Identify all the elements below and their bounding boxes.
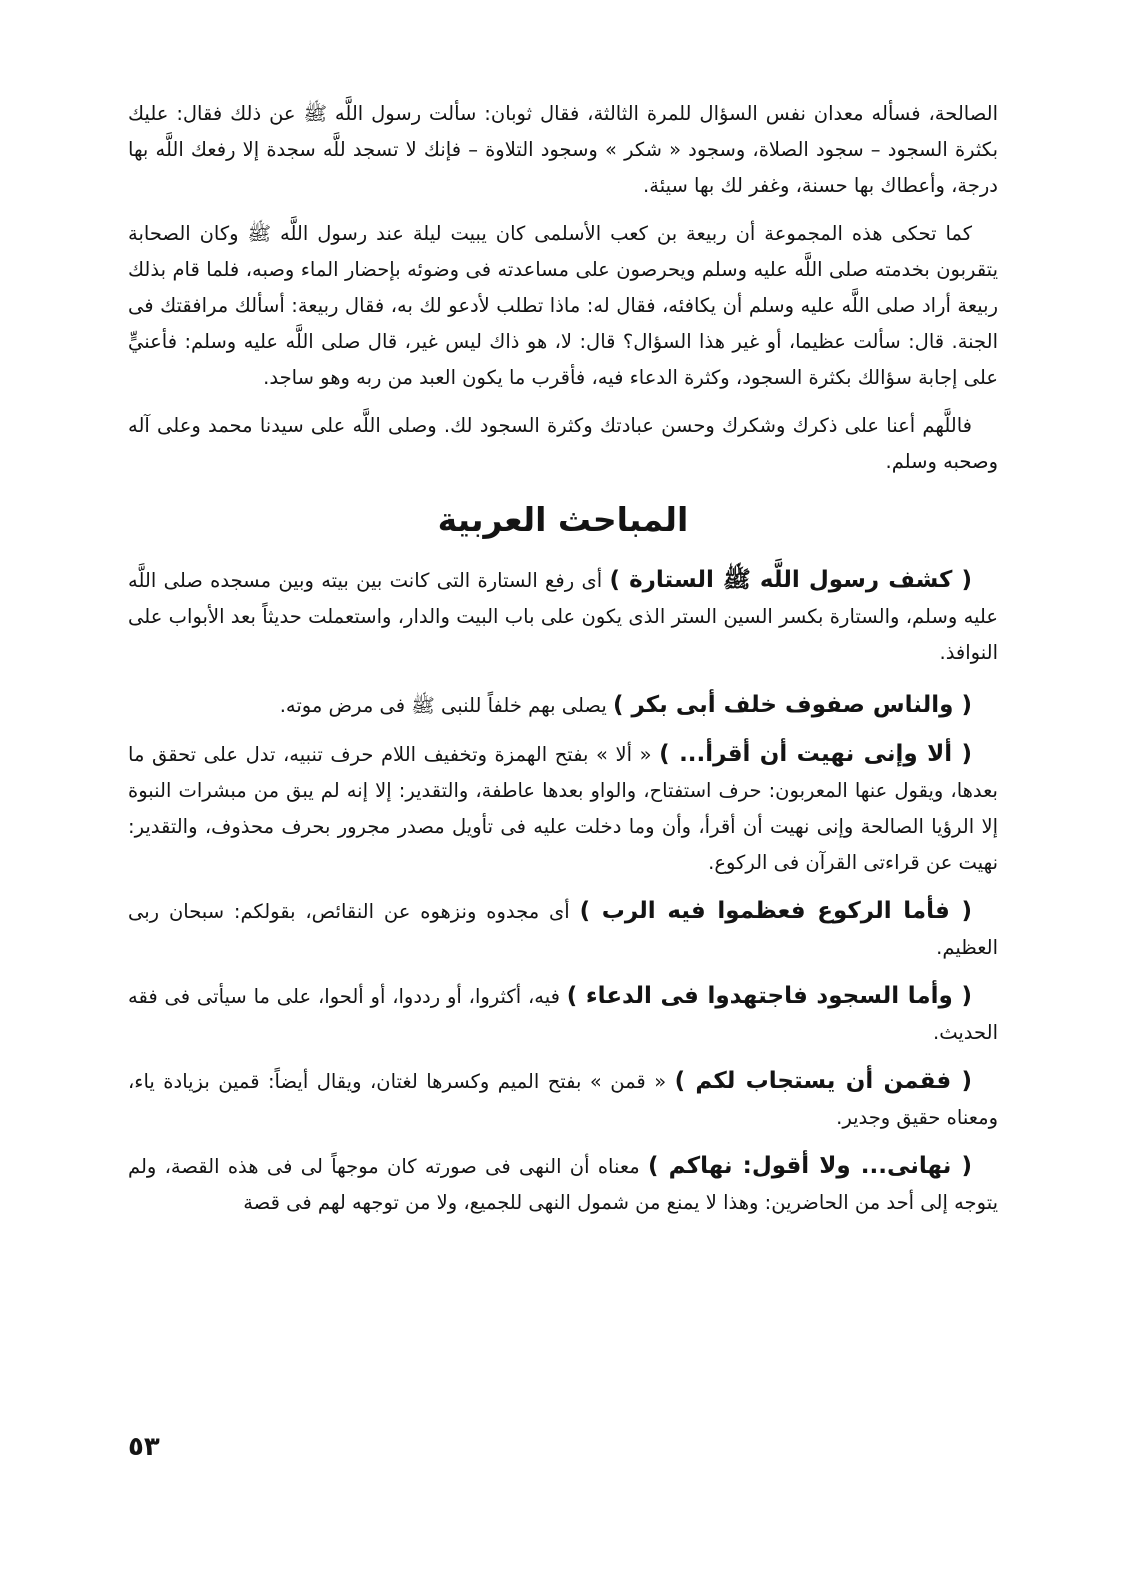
note-paragraph: [128, 1148, 998, 1221]
note-text: أى رفع الستارة التى كانت بين بيته وبين مسجده صلى اللَّه عليه وسلم، والستارة بكسر السين الستر الذى يكون على باب البيت والدار، واستعملت حديثاً بعد الأبواب على النوافذ.: [128, 569, 998, 664]
note-term: ( وأما السجود فاجتهدوا فى الدعاء ): [566, 983, 973, 1009]
note-paragraph: [128, 687, 998, 724]
note-text: « قمن » بفتح الميم وكسرها لغتان، ويقال أيضاً: قمين بزيادة ياء، ومعناه حقيق وجدير.: [128, 1070, 998, 1129]
note-paragraph: [128, 562, 998, 671]
opening-paragraph-2: كما تحكى هذه المجموعة أن ربيعة بن كعب الأسلمى كان يبيت ليلة عند رسول اللَّه ﷺ وكان الصحابة يتقربون بخدمته صلى اللَّه عليه وسلم ويحرصون على مساعدته فى وضوئه بإحضار الماء وصبه، فلما قام بذلك ربيعة أراد صلى اللَّه عليه وسلم أن يكافئه، فقال له: ماذا تطلب لأدعو لك به، فقال ربيعة: أسألك مرافقتك فى الجنة. قال: سألت عظيما، أو غير هذا السؤال؟ قال: لا، هو ذاك ليس غير، قال صلى اللَّه عليه وسلم: فأعنيٍّ على إجابة سؤالك بكثرة السجود، وكثرة الدعاء فيه، فأقرب ما يكون العبد من ربه وهو ساجد.: [128, 222, 998, 389]
note-paragraph: [128, 978, 998, 1051]
opening-paragraph-3: فاللَّهم أعنا على ذكرك وشكرك وحسن عبادتك وكثرة السجود لك. وصلى اللَّه على سيدنا محمد وعلى آله وصحبه وسلم.: [128, 414, 998, 473]
note-text: أى مجدوه ونزهوه عن النقائص، بقولكم: سبحان ربى العظيم.: [128, 900, 998, 959]
section-heading: المباحث العربية: [437, 500, 689, 539]
page-body: [128, 96, 998, 1221]
note-text: « ألا » بفتح الهمزة وتخفيف اللام حرف تنبيه، تدل على تحقق ما بعدها، ويقول عنها المعربون: حرف استفتاح، والواو بعدها عاطفة، والتقدير: إلا إنه لم يبق من مبشرات النبوة إلا الرؤيا الصالحة وإنى نهيت أن أقرأ، وأن وما دخلت عليه فى تأويل مصدر مجرور بحرف محذوف، والتقدير: نهيت عن قراءتى القرآن فى الركوع.: [128, 743, 998, 874]
note-term: ( فقمن أن يستجاب لكم ): [674, 1068, 972, 1094]
page-number: ٥٣: [128, 1432, 160, 1462]
opening-paragraph-1: الصالحة، فسأله معدان نفس السؤال للمرة الثالثة، فقال ثوبان: سألت رسول اللَّه ﷺ عن ذلك فقال: عليك بكثرة السجود – سجود الصلاة، وسجود « شكر » وسجود التلاوة – فإنك لا تسجد للَّه سجدة إلا رفعك اللَّه بها درجة، وأعطاك بها حسنة، وغفر لك بها سيئة.: [128, 102, 998, 197]
note-term: ( ألا وإنى نهيت أن أقرأ... ): [659, 741, 972, 767]
note-paragraph: [128, 893, 998, 966]
note-term: ( والناس صفوف خلف أبى بكر ): [612, 692, 972, 718]
note-term: ( كشف رسول اللَّه ﷺ الستارة ): [609, 567, 972, 593]
note-paragraph: [128, 736, 998, 881]
note-text: معناه أن النهى فى صورته كان موجهاً لى فى هذه القصة، ولم يتوجه إلى أحد من الحاضرين: وهذا لا يمنع من شمول النهى للجميع، ولا من توجهه لهم فى قصة: [128, 1155, 998, 1214]
note-text: يصلى بهم خلفاً للنبى ﷺ فى مرض موته.: [279, 694, 613, 717]
note-text: فيه، أكثروا، أو رددوا، أو ألحوا، على ما سيأتى فى فقه الحديث.: [128, 985, 998, 1044]
note-paragraph: [128, 1063, 998, 1136]
note-term: ( نهانى... ولا أقول: نهاكم ): [648, 1153, 972, 1179]
note-term: ( فأما الركوع فعظموا فيه الرب ): [579, 898, 973, 924]
